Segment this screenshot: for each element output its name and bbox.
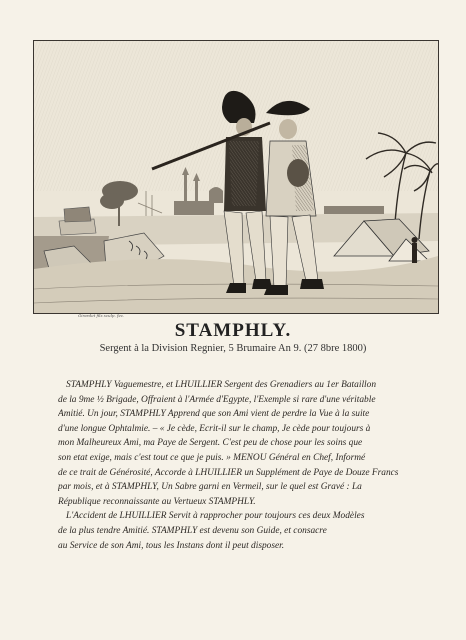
text-line: République reconnaissante au Vertueux STAMPHLY. bbox=[58, 496, 256, 507]
hat-in-hand bbox=[287, 159, 309, 187]
page-title: STAMPHLY. bbox=[174, 320, 292, 341]
text-line: son etat exige, mais c'est tout ce que je puis. » MENOU Général en Chef, Informé bbox=[58, 452, 366, 463]
text-line: de la 9me ½ Brigade, Offraient à l'Armée d'Egypte, l'Exemple si rare d'une véritable bbox=[58, 394, 376, 405]
engraving-illustration bbox=[34, 41, 438, 313]
paragraph-2 bbox=[58, 509, 438, 553]
text-line: par mois, et à STAMPHLY, Un Sabre garni en Vermeil, sur le quel est Gravé : La bbox=[58, 482, 362, 493]
engraver-credit: Girardet fils sculp. fec. bbox=[78, 313, 125, 318]
text-line: de ce trait de Générosité, Accorde à LHUILLIER un Supplément de Paye de Douze Francs bbox=[58, 467, 399, 478]
page-subtitle: Sergent à la Division Regnier, 5 Brumaire An 9. (27 8bre 1800) bbox=[99, 343, 367, 354]
text-line: de la plus tendre Amitié. STAMPHLY est devenu son Guide, et consacre bbox=[58, 525, 327, 536]
text-line: STAMPHLY Vaguemestre, et LHUILLIER Sergent des Grenadiers au 1er Bataillon bbox=[66, 380, 377, 390]
paragraph-1 bbox=[58, 378, 438, 509]
text-line: mon Malheureux Ami, ma Paye de Sergent. C'est peu de chose pour les soins que bbox=[58, 438, 363, 449]
text-line: L'Accident de LHUILLIER Servit à rapprocher pour toujours ces deux Modèles bbox=[66, 511, 365, 522]
engraving-plate bbox=[33, 40, 439, 314]
text-line: au Service de son Ami, tous les Instans dont il peut disposer. bbox=[58, 540, 285, 551]
distant-soldier bbox=[412, 237, 418, 263]
body-text bbox=[58, 378, 438, 553]
text-line: Amitié. Un jour, STAMPHLY Apprend que son Ami vient de perdre la Vue à la suite bbox=[58, 409, 370, 420]
text-line: d'une longue Ophtalmie. – « Je cède, Ecrit-il sur le champ, Je cède pour toujours à bbox=[58, 423, 371, 434]
